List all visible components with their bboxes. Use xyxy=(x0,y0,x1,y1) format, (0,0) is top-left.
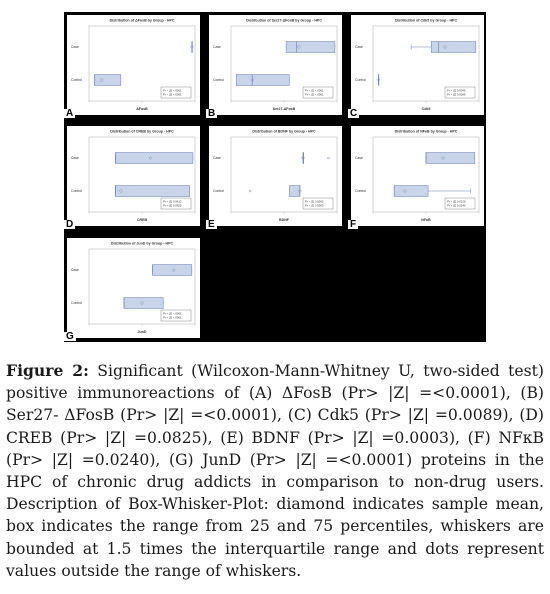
stats-text: Pr > |Z| <.0001 xyxy=(305,88,324,93)
figure-label: Figure 2: xyxy=(6,361,89,380)
boxplot-svg xyxy=(67,15,200,115)
x-axis-label: Cdk5 xyxy=(421,107,431,111)
figure-caption xyxy=(6,360,544,582)
stats-text: Pr > |Z| 0.0089 xyxy=(447,92,466,97)
group-label-case: Case xyxy=(71,268,79,273)
panel-title: Distribution of Cdk5 by Group - HPC xyxy=(394,18,458,23)
panel-title: Distribution of NFκB by Group - HPC xyxy=(394,129,458,134)
group-label-control: Control xyxy=(213,78,224,83)
stats-text: Pr > |Z| <.0001 xyxy=(163,311,182,316)
boxplot-svg xyxy=(209,15,342,115)
group-label-case: Case xyxy=(213,156,221,161)
panel-title: Distribution of BDNF by Group - HPC xyxy=(252,129,316,134)
group-label-case: Case xyxy=(355,45,363,50)
boxplot-svg xyxy=(351,126,484,226)
outlier-dot xyxy=(249,190,251,192)
group-label-case: Case xyxy=(355,156,363,161)
stats-text: Pr > |Z| 0.0003 xyxy=(305,203,324,208)
panel-title: Distribution of JunD by Group - HPC xyxy=(110,241,174,246)
stats-text: Pr > |Z| 0.0412 xyxy=(163,199,182,204)
stats-text: Pr > |Z| <.0001 xyxy=(305,92,324,97)
x-axis-label: BDNF xyxy=(279,218,289,222)
iqr-box xyxy=(394,186,428,197)
iqr-box xyxy=(286,42,335,53)
iqr-box xyxy=(94,75,121,86)
x-axis-label: JunD xyxy=(137,330,147,334)
panel-title: Distribution of ΔFosB by Group - HPC xyxy=(109,18,175,23)
panel-letter-a: A xyxy=(66,108,74,119)
panel-letter-g: G xyxy=(66,331,74,342)
group-label-control: Control xyxy=(355,78,366,83)
panel-letter-c: C xyxy=(350,108,358,119)
stats-text: Pr > |Z| <.0001 xyxy=(163,92,182,97)
boxplot-svg xyxy=(351,15,484,115)
stats-text: Pr > |Z| 0.0045 xyxy=(447,88,466,93)
panel-letter-d: D xyxy=(66,219,74,230)
caption-text: Significant (Wilcoxon-Mann-Whitney U, two-sided test) positive immunoreactions of (A) ΔFosB (Pr> |Z| =<0.0001), (B) Ser27- ΔFosB (Pr> |Z| =<0.0001), (C) Cdk5 (Pr> |Z| =0.0089), (D) CREB (Pr> |Z| =0.0825), (E) BDNF (Pr> |Z| =0.0003), (F) NFκB (Pr> |Z| =0.0240), (G) JunD (Pr> |Z| =<0.0001) proteins in the HPC of chronic drug addicts in comparison to non-drug users. Description of Box-Whisker-Plot: diamond indicates sample mean, box indicates the range from 25 and 75 percentiles, whiskers are bounded at 1.5 times the interquartile range and dots represent values outside the range of whiskers. xyxy=(6,362,544,580)
iqr-box xyxy=(116,186,190,197)
boxplot-panel-g xyxy=(67,238,200,338)
boxplot-panel-f xyxy=(351,126,484,226)
boxplot-panel-d xyxy=(67,126,200,226)
x-axis-label: CREB xyxy=(136,218,148,222)
boxplot-panel-b xyxy=(209,15,342,115)
boxplot-svg xyxy=(67,126,200,226)
group-label-case: Case xyxy=(213,45,221,50)
panel-letter-e: E xyxy=(208,219,215,230)
iqr-box xyxy=(431,42,476,53)
stats-text: Pr > |Z| 0.0120 xyxy=(447,199,466,204)
stats-text: Pr > |Z| 0.0002 xyxy=(305,199,324,204)
boxplot-svg xyxy=(67,238,200,338)
stats-text: Pr > |Z| <.0001 xyxy=(163,88,182,93)
x-axis-label: ΔFosB xyxy=(136,107,148,111)
stats-text: Pr > |Z| <.0001 xyxy=(163,315,182,320)
panel-letter-f: F xyxy=(350,219,357,230)
group-label-control: Control xyxy=(71,301,82,306)
x-axis-label: NFκB xyxy=(421,218,431,222)
panel-title: Distribution of CREB by Group - HPC xyxy=(110,129,174,134)
iqr-box xyxy=(236,75,289,86)
panel-letter-b: B xyxy=(208,108,216,119)
group-label-case: Case xyxy=(71,45,79,50)
stats-text: Pr > |Z| 0.0240 xyxy=(447,203,466,208)
boxplot-panel-a xyxy=(67,15,200,115)
stats-text: Pr > |Z| 0.0825 xyxy=(163,203,182,208)
boxplot-panel-c xyxy=(351,15,484,115)
x-axis-label: Ser27-ΔFosB xyxy=(272,107,296,111)
boxplot-svg xyxy=(209,126,342,226)
group-label-control: Control xyxy=(213,189,224,194)
panel-title: Distribution of Ser27-ΔFosB by Group - HPC xyxy=(246,18,322,23)
group-label-control: Control xyxy=(71,78,82,83)
iqr-box xyxy=(116,153,193,164)
outlier-dot xyxy=(328,157,330,159)
group-label-case: Case xyxy=(71,156,79,161)
iqr-box xyxy=(426,153,475,164)
figure-2-image xyxy=(64,12,486,342)
group-label-control: Control xyxy=(71,189,82,194)
group-label-control: Control xyxy=(355,189,366,194)
boxplot-panel-e xyxy=(209,126,342,226)
